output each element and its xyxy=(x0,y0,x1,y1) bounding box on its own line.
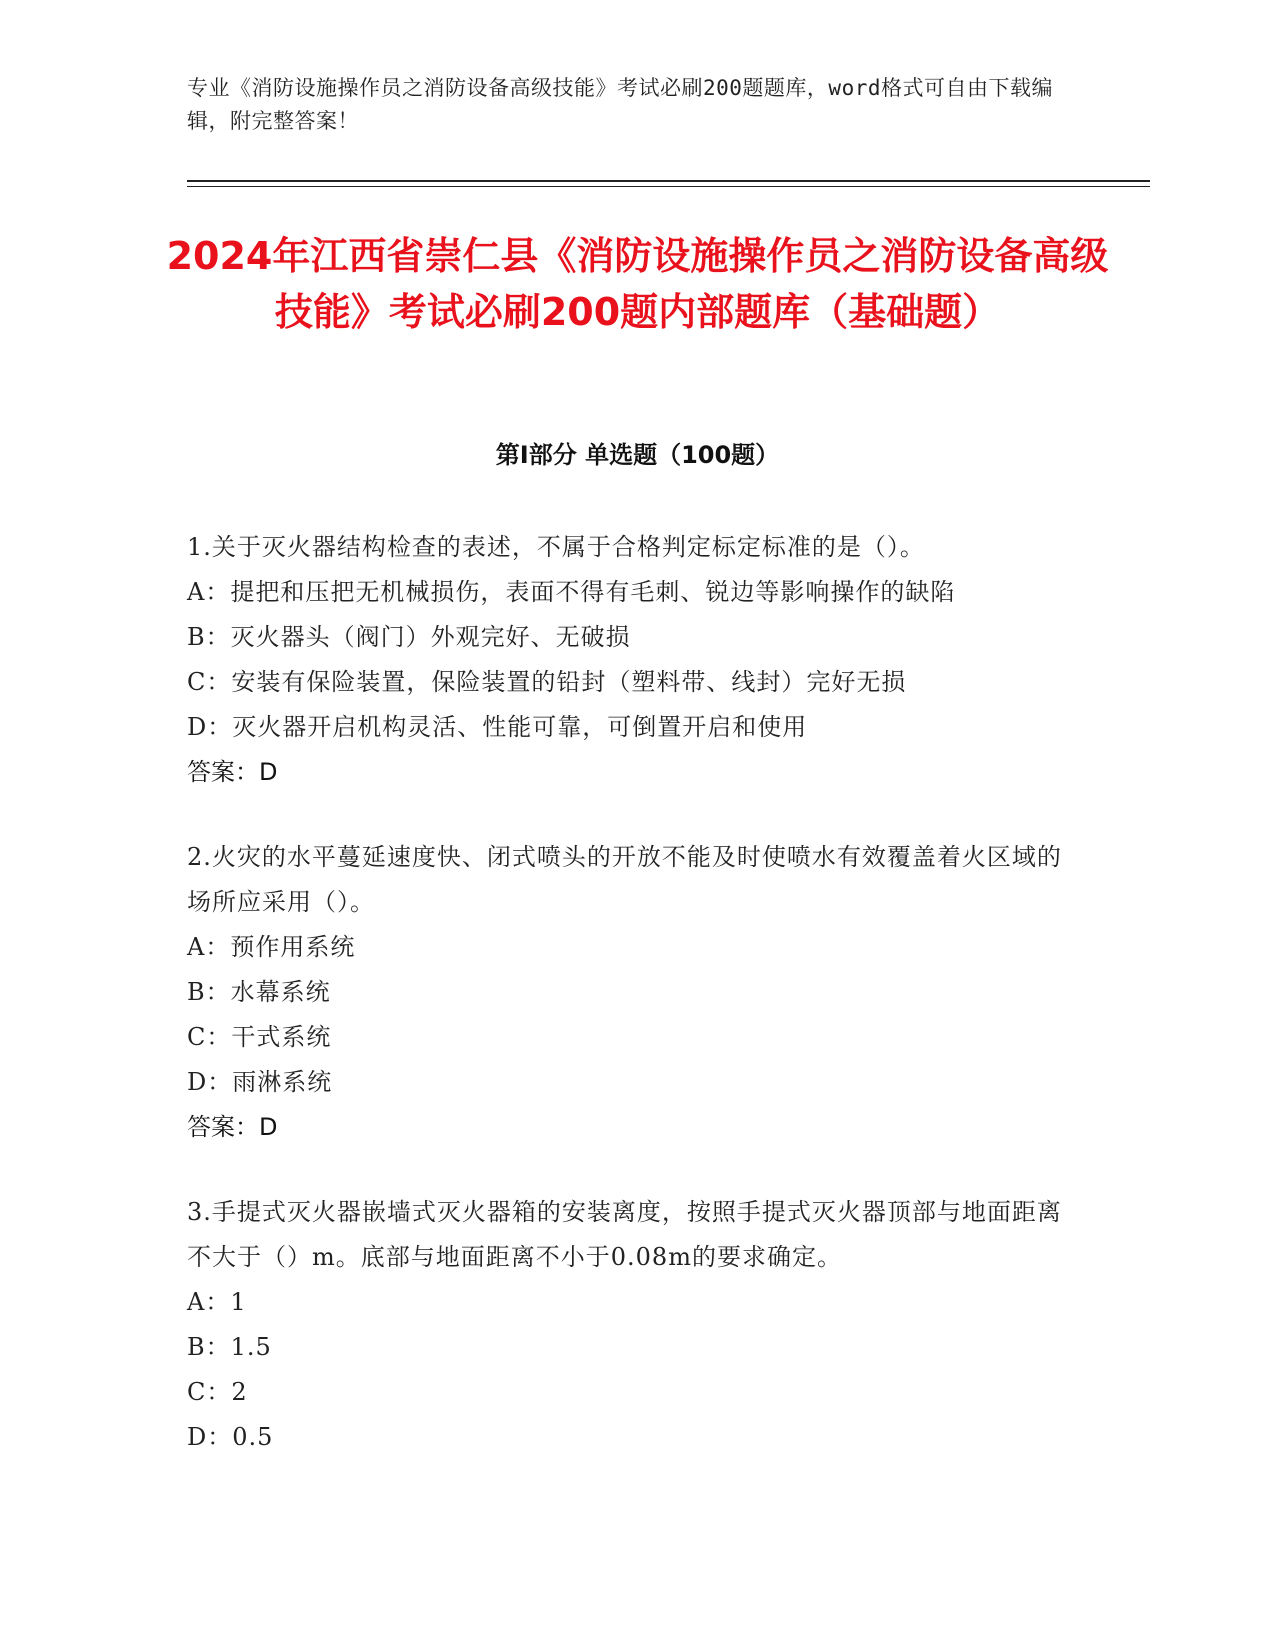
header-note: 专业《消防设施操作员之消防设备高级技能》考试必刷200题题库，word格式可自由下载编辑，附完整答案！ xyxy=(187,76,1053,133)
document-title: 2024年江西省崇仁县《消防设施操作员之消防设备高级技能》考试必刷200题内部题库（基础题） xyxy=(166,234,1109,334)
question-stem: 1.关于灭火器结构检查的表述，不属于合格判定标定标准的是（）。 xyxy=(187,533,925,561)
option-c: C：2 xyxy=(187,1378,248,1406)
question-1 xyxy=(187,525,1067,795)
question-stem: 2.火灾的水平蔓延速度快、闭式喷头的开放不能及时使喷水有效覆盖着火区域的场所应采用（）。 xyxy=(187,843,1062,916)
question-stem: 3.手提式灭火器嵌墙式灭火器箱的安装离度，按照手提式灭火器顶部与地面距离不大于（）m。底部与地面距离不小于0.08m的要求确定。 xyxy=(187,1198,1062,1271)
answer: 答案：D xyxy=(187,758,278,786)
option-a: A：1 xyxy=(187,1288,247,1316)
answer: 答案：D xyxy=(187,1113,278,1141)
header-divider-thin xyxy=(187,186,1150,187)
question-2 xyxy=(187,835,1067,1150)
question-3 xyxy=(187,1190,1067,1460)
option-d: D：0.5 xyxy=(187,1423,274,1451)
option-d: D：雨淋系统 xyxy=(187,1068,333,1096)
option-b: B：水幕系统 xyxy=(187,978,331,1006)
option-a: A：提把和压把无机械损伤，表面不得有毛刺、锐边等影响操作的缺陷 xyxy=(187,578,956,606)
option-d: D：灭火器开启机构灵活、性能可靠，可倒置开启和使用 xyxy=(187,713,808,741)
option-c: C：干式系统 xyxy=(187,1023,332,1051)
option-c: C：安装有保险装置，保险装置的铅封（塑料带、线封）完好无损 xyxy=(187,668,907,696)
header-divider-thick xyxy=(187,180,1150,182)
option-a: A：预作用系统 xyxy=(187,933,356,961)
option-b: B：1.5 xyxy=(187,1333,272,1361)
section-heading: 第I部分 单选题（100题） xyxy=(495,441,780,469)
option-b: B：灭火器头（阀门）外观完好、无破损 xyxy=(187,623,631,651)
question-list xyxy=(187,525,1067,1500)
